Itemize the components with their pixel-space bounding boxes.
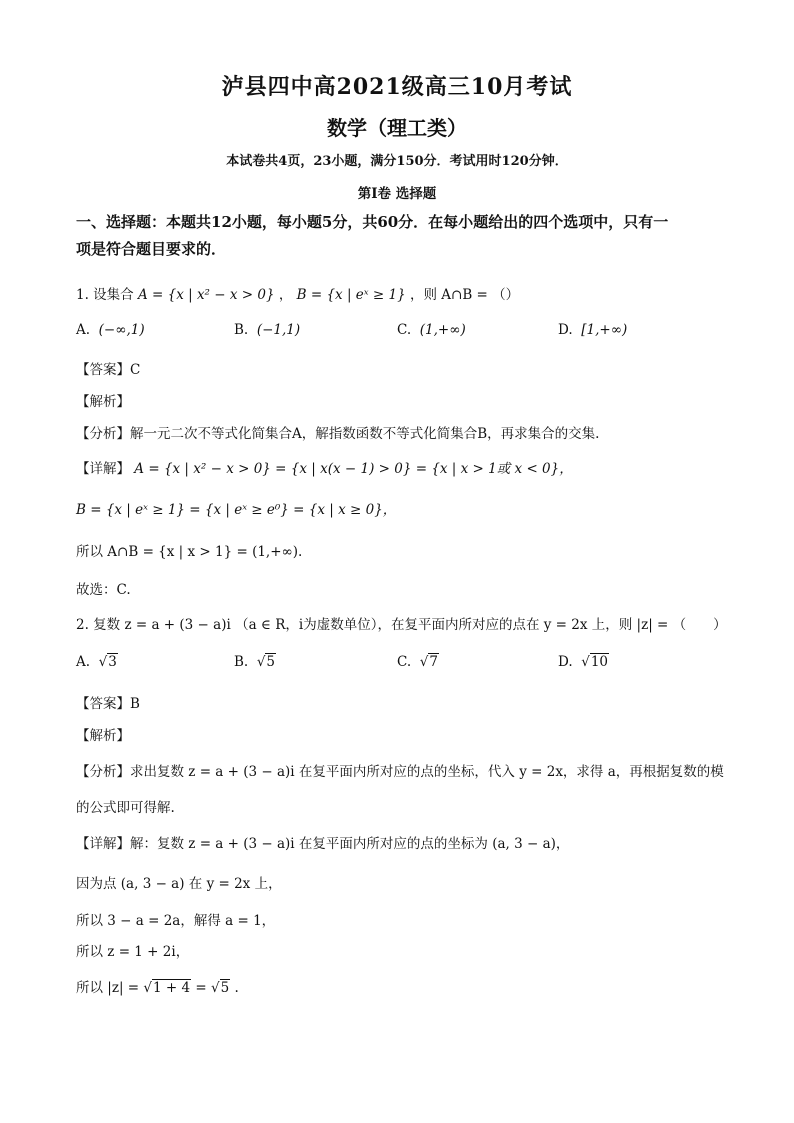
- q1-stem-suffix: ，则 A∩B = （）: [409, 287, 520, 303]
- exam-note: 本试卷共4页，23小题，满分150分．考试用时120分钟．: [226, 154, 568, 169]
- q2-answer: 【答案】B: [76, 696, 140, 712]
- q1-set-b: B = {x | eˣ ≥ 1}: [296, 287, 406, 303]
- q1-option-a: A. (−∞,1): [76, 322, 145, 338]
- q2-option-d: D. √10: [558, 654, 609, 670]
- q1-option-b: B. (−1,1): [234, 322, 301, 338]
- q2-detail-step3: 所以 3 − a = 2a，解得 a = 1，: [76, 913, 276, 929]
- q1-sep: ，: [278, 287, 293, 303]
- q2-fenxi-line2: 的公式即可得解.: [76, 800, 175, 816]
- q2-option-b: B. √5: [234, 654, 276, 670]
- q1-stem: [76, 283, 519, 303]
- q1-detail-step1: 【详解】 A = {x | x² − x > 0} = {x | x(x − 1) > 0} = {x | x > 1或 x < 0}，: [76, 461, 573, 477]
- q1-conclusion: 故选：C.: [76, 582, 131, 598]
- volume-heading: 第I卷 选择题: [357, 186, 437, 202]
- q2-option-c: C. √7: [397, 654, 438, 670]
- answer-value: C: [130, 362, 141, 378]
- q2-stem: 2. 复数 z = a + (3 − a)i （a ∈ R，i为虚数单位），在复平面内所对应的点在 y = 2x 上，则 |z| = （ ）: [76, 617, 727, 633]
- q2-detail-step4: 所以 z = 1 + 2i，: [76, 944, 190, 960]
- section-heading-line1: 一、选择题：本题共12小题，每小题5分，共60分．在每小题给出的四个选项中，只有一: [76, 213, 669, 231]
- q1-fenxi: 【分析】解一元二次不等式化简集合A，解指数函数不等式化简集合B，再求集合的交集.: [76, 426, 600, 442]
- q1-set-a: A = {x | x² − x > 0}: [137, 287, 275, 303]
- q1-option-c: C. (1,+∞): [397, 322, 466, 338]
- exam-subject: 数学（理工类）: [327, 116, 467, 140]
- q1-detail-step3: 所以 A∩B = {x | x > 1} = (1,+∞).: [76, 544, 303, 560]
- section-heading-line2: 项是符合题目要求的．: [76, 240, 227, 258]
- answer-tag: 【答案】: [76, 362, 130, 378]
- q2-detail-step2: 因为点 (a, 3 − a) 在 y = 2x 上，: [76, 876, 282, 892]
- q1-option-d: D. [1,+∞): [558, 322, 628, 338]
- exam-title: 泸县四中高2021级高三10月考试: [221, 74, 573, 100]
- q2-detail-step1: 【详解】解：复数 z = a + (3 − a)i 在复平面内所对应的点的坐标为 (a, 3 − a)，: [76, 836, 570, 852]
- q1-answer: [76, 358, 140, 378]
- q2-detail-step5: 所以 |z| = √1 + 4 = √5 .: [76, 980, 239, 996]
- q2-analysis-tag: 【解析】: [76, 728, 130, 744]
- q2-option-a: A. √3: [76, 654, 117, 670]
- q1-analysis-tag: 【解析】: [76, 394, 130, 410]
- q1-stem-prefix: 1. 设集合: [76, 287, 134, 303]
- q2-fenxi-line1: 【分析】求出复数 z = a + (3 − a)i 在复平面内所对应的点的坐标，代入 y = 2x，求得 a，再根据复数的模: [76, 764, 724, 780]
- q1-detail-step2: B = {x | eˣ ≥ 1} = {x | eˣ ≥ e⁰} = {x | x ≥ 0}，: [76, 502, 397, 518]
